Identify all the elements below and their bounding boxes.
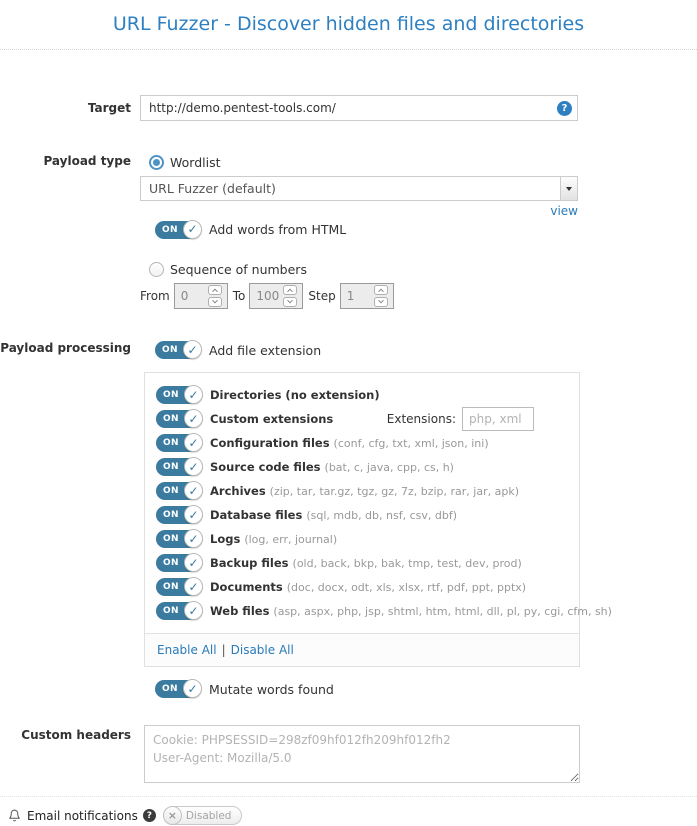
file-type-extensions: (asp, aspx, php, jsp, shtml, htm, html, dll, pl, py, cgi, cfm, sh) [273, 604, 612, 618]
email-notifications-label: Email notifications [27, 808, 138, 823]
mutate-words-label: Mutate words found [209, 681, 334, 697]
add-file-extension-toggle-row [155, 341, 578, 359]
file-type-extensions: (zip, tar, tar.gz, tgz, gz, 7z, bzip, rar, jar, apk) [269, 484, 519, 498]
radio-selected-icon[interactable] [149, 155, 164, 170]
enable-all-link[interactable]: Enable All [157, 643, 217, 657]
file-type-name: Backup files [210, 556, 289, 570]
file-type-extensions: (sql, mdb, db, nsf, csv, dbf) [306, 508, 457, 522]
file-type-row [156, 554, 579, 572]
custom-headers-row [0, 725, 697, 786]
page-header [0, 0, 697, 50]
step-stepper [340, 283, 394, 309]
check-icon: ✓ [183, 220, 202, 239]
check-icon: ✓ [184, 385, 203, 404]
backup-files-toggle[interactable]: ON ✓ [156, 554, 200, 572]
file-type-row [156, 578, 579, 596]
check-icon: ✓ [183, 679, 202, 698]
file-type-extensions: (bat, c, java, cpp, cs, h) [324, 460, 454, 474]
documents-toggle[interactable]: ON ✓ [156, 578, 200, 596]
file-type-name: Configuration files [210, 436, 330, 450]
file-type-row [156, 458, 579, 476]
check-icon: ✓ [184, 433, 203, 452]
file-type-name: Database files [210, 508, 303, 522]
target-help-icon[interactable]: ? [557, 101, 572, 116]
directories-toggle[interactable]: ON ✓ [156, 386, 200, 404]
file-types-box [144, 372, 612, 667]
check-icon: ✓ [184, 409, 203, 428]
sequence-radio-label: Sequence of numbers [170, 261, 307, 277]
file-type-name: Archives [210, 484, 266, 498]
extensions-input[interactable] [462, 407, 534, 431]
custom-extensions-toggle[interactable]: ON ✓ [156, 410, 200, 428]
file-type-extensions: (log, err, journal) [244, 532, 338, 546]
web-files-toggle[interactable]: ON ✓ [156, 602, 200, 620]
chevron-up-icon [212, 289, 218, 295]
disable-all-link[interactable]: Disable All [230, 643, 294, 657]
mutate-words-toggle[interactable]: ON ✓ [155, 680, 199, 698]
email-notifications-help-icon[interactable]: ? [143, 809, 156, 822]
add-words-label: Add words from HTML [209, 222, 347, 237]
file-type-name: Directories (no extension) [210, 388, 380, 402]
bell-icon [8, 808, 21, 823]
sequence-range-row [140, 283, 578, 309]
add-file-extension-label: Add file extension [209, 342, 322, 358]
file-type-name: Custom extensions [210, 412, 334, 426]
file-type-name: Source code files [210, 460, 321, 474]
file-type-row [156, 434, 579, 452]
wordlist-radio-option[interactable] [149, 154, 578, 170]
fuzzer-form [0, 95, 697, 786]
sequence-radio-option[interactable] [149, 261, 578, 277]
file-type-extensions: (conf, cfg, txt, xml, json, ini) [333, 436, 489, 450]
file-type-name: Documents [210, 580, 283, 594]
chevron-down-icon [288, 298, 294, 304]
from-increment-button[interactable] [208, 285, 222, 295]
to-decrement-button[interactable] [283, 297, 297, 307]
chevron-up-icon [288, 289, 294, 295]
check-icon: ✓ [184, 505, 203, 524]
add-file-extension-toggle[interactable]: ON ✓ [155, 341, 199, 359]
chevron-up-icon [378, 289, 384, 295]
file-type-row [156, 530, 579, 548]
mutate-toggle-row [155, 680, 578, 698]
view-wordlist-link[interactable]: view [550, 204, 578, 218]
email-notifications-toggle[interactable] [163, 806, 243, 825]
to-label: To [232, 289, 246, 303]
select-dropdown-button[interactable] [560, 177, 577, 200]
file-type-row [156, 410, 579, 428]
wordlist-radio-label: Wordlist [170, 154, 221, 170]
file-type-name: Web files [210, 604, 270, 618]
extensions-label: Extensions: [386, 412, 456, 426]
check-icon: ✓ [183, 340, 202, 359]
target-input[interactable] [140, 95, 578, 121]
from-decrement-button[interactable] [208, 297, 222, 307]
logs-toggle[interactable]: ON ✓ [156, 530, 200, 548]
target-row [0, 95, 697, 121]
check-icon: ✓ [184, 601, 203, 620]
from-label: From [140, 289, 170, 303]
wordlist-select-value: URL Fuzzer (default) [149, 181, 276, 196]
step-increment-button[interactable] [374, 285, 388, 295]
source-code-files-toggle[interactable]: ON ✓ [156, 458, 200, 476]
custom-headers-textarea[interactable] [144, 725, 580, 783]
chevron-down-icon [212, 298, 218, 304]
check-icon: ✓ [184, 457, 203, 476]
file-type-name: Logs [210, 532, 241, 546]
check-icon: ✓ [184, 577, 203, 596]
cross-icon: × [163, 806, 182, 825]
add-words-toggle-row [155, 220, 578, 239]
to-increment-button[interactable] [283, 285, 297, 295]
page-title: URL Fuzzer - Discover hidden files and directories [112, 13, 585, 35]
archives-toggle[interactable]: ON ✓ [156, 482, 200, 500]
check-icon: ✓ [184, 529, 203, 548]
file-type-extensions: (old, back, bkp, bak, tmp, test, dev, prod) [292, 556, 522, 570]
file-type-row [156, 602, 612, 620]
chevron-down-icon [378, 298, 384, 304]
file-type-row [156, 482, 579, 500]
from-input[interactable] [175, 284, 205, 308]
file-types-footer [145, 633, 579, 666]
file-type-row [156, 506, 579, 524]
to-stepper [249, 283, 303, 309]
custom-headers-label: Custom headers [21, 728, 131, 742]
add-words-toggle[interactable]: ON ✓ [155, 221, 199, 239]
file-type-extensions: (doc, docx, odt, xls, xlsx, rtf, pdf, ppt, pptx) [286, 580, 527, 594]
wordlist-select[interactable] [140, 176, 578, 201]
from-stepper [174, 283, 228, 309]
check-icon: ✓ [184, 553, 203, 572]
step-decrement-button[interactable] [374, 297, 388, 307]
payload-type-label: Payload type [43, 154, 131, 168]
step-label: Step [308, 289, 336, 303]
check-icon: ✓ [184, 481, 203, 500]
target-label: Target [87, 101, 131, 115]
configuration-files-toggle[interactable]: ON ✓ [156, 434, 200, 452]
database-files-toggle[interactable]: ON ✓ [156, 506, 200, 524]
payload-type-row [0, 154, 697, 309]
dropdown-arrow-icon [566, 187, 572, 191]
file-type-row [156, 386, 579, 404]
step-input[interactable] [341, 284, 371, 308]
notifications-footer [0, 796, 697, 825]
radio-unselected-icon[interactable] [149, 262, 164, 277]
payload-processing-label: Payload processing [0, 341, 131, 355]
links-separator: | [221, 643, 226, 657]
email-notifications-status: Disabled [185, 809, 232, 822]
payload-processing-row [0, 341, 697, 698]
to-input[interactable] [250, 284, 280, 308]
